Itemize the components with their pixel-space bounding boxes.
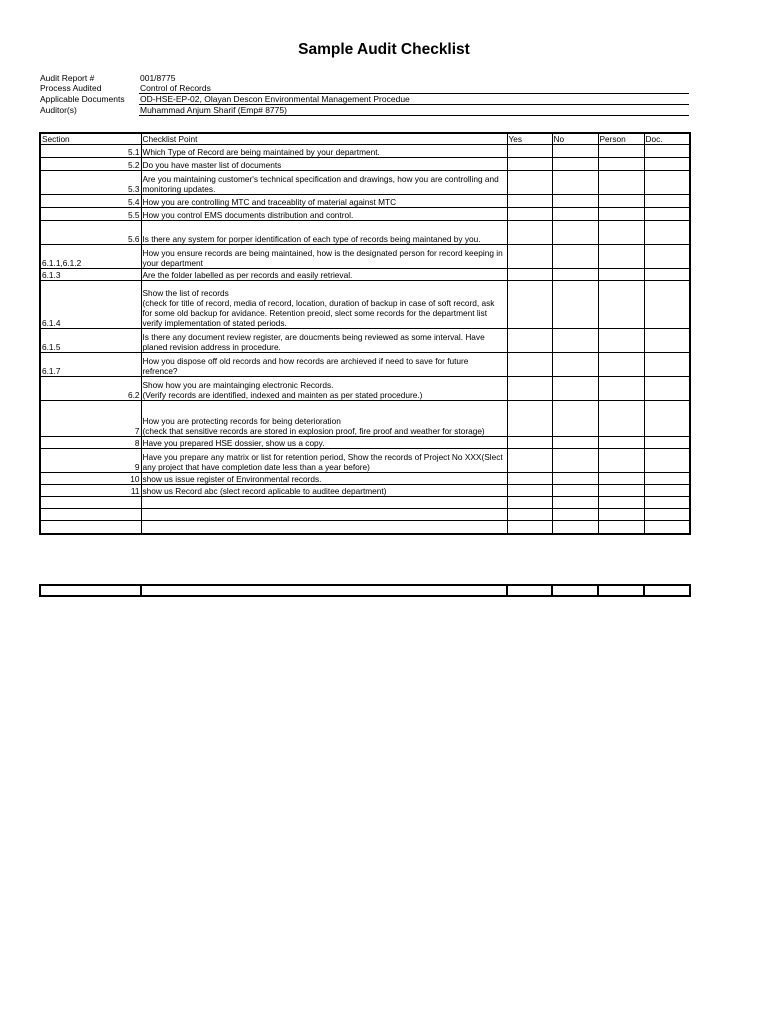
yes-cell[interactable]: [507, 171, 552, 195]
section-cell: 5.1: [40, 145, 141, 158]
no-cell[interactable]: [552, 158, 598, 171]
doc-cell[interactable]: [644, 377, 690, 401]
doc-cell[interactable]: [644, 269, 690, 281]
doc-cell[interactable]: [644, 329, 690, 353]
section-cell: 5.5: [40, 208, 141, 221]
section-cell: 5.2: [40, 158, 141, 171]
doc-cell[interactable]: [644, 208, 690, 221]
table-row: [40, 509, 690, 521]
audit-info: [39, 73, 689, 116]
audit-info-value: 001/8775: [140, 73, 176, 83]
doc-cell[interactable]: [644, 437, 690, 449]
doc-cell[interactable]: [644, 221, 690, 245]
checklist-table: [39, 132, 691, 535]
yes-cell[interactable]: [507, 377, 552, 401]
person-cell[interactable]: [598, 145, 644, 158]
no-cell[interactable]: [552, 473, 598, 485]
checklist-point-cell: show us Record abc (slect record aplicable to auditee department): [141, 485, 507, 497]
checklist-point-cell: [141, 509, 507, 521]
yes-cell[interactable]: [507, 485, 552, 497]
section-cell: 10: [40, 473, 141, 485]
no-cell[interactable]: [552, 449, 598, 473]
table-row: [40, 485, 690, 497]
doc-cell[interactable]: [644, 245, 690, 269]
section-cell: 6.1.5: [40, 329, 141, 353]
table-row: [40, 281, 690, 329]
column-header: Doc.: [644, 133, 690, 145]
table-row: [40, 269, 690, 281]
section-cell: 6.1.4: [40, 281, 141, 329]
yes-cell[interactable]: [507, 401, 552, 437]
no-cell[interactable]: [552, 497, 598, 509]
table-row: [40, 521, 690, 535]
audit-info-label: Audit Report #: [40, 73, 95, 83]
yes-cell[interactable]: [507, 245, 552, 269]
person-cell[interactable]: [598, 245, 644, 269]
section-cell: 7: [40, 401, 141, 437]
table-row: [40, 449, 690, 473]
column-header: Yes: [507, 133, 552, 145]
checklist-point-cell: Do you have master list of documents: [141, 158, 507, 171]
doc-cell[interactable]: [644, 158, 690, 171]
doc-cell[interactable]: [644, 473, 690, 485]
doc-cell[interactable]: [644, 449, 690, 473]
person-cell[interactable]: [598, 353, 644, 377]
audit-info-label: Auditor(s): [40, 105, 77, 115]
section-cell: 6.1.7: [40, 353, 141, 377]
yes-cell[interactable]: [507, 521, 552, 535]
no-cell[interactable]: [552, 171, 598, 195]
table-row: [40, 245, 690, 269]
page-title: Sample Audit Checklist: [298, 41, 470, 58]
person-cell[interactable]: [598, 329, 644, 353]
table-row: [40, 158, 690, 171]
no-cell[interactable]: [552, 509, 598, 521]
no-cell[interactable]: [552, 353, 598, 377]
no-cell[interactable]: [552, 521, 598, 535]
section-cell: 9: [40, 449, 141, 473]
table-row: [40, 353, 690, 377]
table-row: [40, 497, 690, 509]
section-cell: 8: [40, 437, 141, 449]
table-row: [40, 473, 690, 485]
doc-cell[interactable]: [644, 497, 690, 509]
no-cell[interactable]: [552, 195, 598, 208]
person-cell[interactable]: [598, 497, 644, 509]
checklist-point-cell: Are the folder labelled as per records and easily retrieval.: [141, 269, 507, 281]
no-cell[interactable]: [552, 221, 598, 245]
section-cell: 11: [40, 485, 141, 497]
audit-info-row: [39, 105, 689, 116]
checklist-point-cell: show us issue register of Environmental records.: [141, 473, 507, 485]
blank-row-table: [39, 584, 691, 597]
person-cell[interactable]: [598, 437, 644, 449]
doc-cell[interactable]: [644, 401, 690, 437]
doc-cell[interactable]: [644, 485, 690, 497]
table-row: [40, 208, 690, 221]
person-cell[interactable]: [598, 449, 644, 473]
doc-cell[interactable]: [644, 509, 690, 521]
yes-cell[interactable]: [507, 473, 552, 485]
yes-cell[interactable]: [507, 329, 552, 353]
section-cell: 6.1.3: [40, 269, 141, 281]
yes-cell[interactable]: [507, 158, 552, 171]
checklist-point-cell: Show how you are maintainging electronic Records. (Verify records are identified, indexed and mainten as per stated procedure.): [141, 377, 507, 401]
checklist-point-cell: How you control EMS documents distribution and control.: [141, 208, 507, 221]
person-cell[interactable]: [598, 171, 644, 195]
checklist-point-cell: How you dispose off old records and how records are archieved if need to save for future refrence?: [141, 353, 507, 377]
checklist-point-cell: Which Type of Record are being maintained by your department.: [141, 145, 507, 158]
table-row: [40, 195, 690, 208]
checklist-point-cell: [141, 497, 507, 509]
doc-cell[interactable]: [644, 281, 690, 329]
yes-cell[interactable]: [507, 195, 552, 208]
yes-cell[interactable]: [507, 509, 552, 521]
column-header: Checklist Point: [141, 133, 507, 145]
no-cell[interactable]: [552, 329, 598, 353]
checklist-point-cell: Is there any document review register, are doucments being reviewed as some interval. Have planed revision address in procedure.: [141, 329, 507, 353]
doc-cell[interactable]: [644, 521, 690, 535]
section-cell: 6.1.1,6.1.2: [40, 245, 141, 269]
person-cell[interactable]: [598, 269, 644, 281]
person-cell[interactable]: [598, 195, 644, 208]
column-header: Section: [40, 133, 141, 145]
checklist-point-cell: Are you maintaining customer's technical specification and drawings, how you are controlling and monitoring updates.: [141, 171, 507, 195]
checklist-point-cell: How you are protecting records for being deterioration (check that sensitive records are stored in explosion proof, fire proof and weather for storage): [141, 401, 507, 437]
no-cell[interactable]: [552, 401, 598, 437]
checklist-point-cell: How you are controlling MTC and traceablity of material against MTC: [141, 195, 507, 208]
person-cell[interactable]: [598, 509, 644, 521]
yes-cell[interactable]: [507, 437, 552, 449]
blank-row: [40, 585, 690, 596]
table-row: [40, 171, 690, 195]
person-cell[interactable]: [598, 208, 644, 221]
checklist-point-cell: [141, 521, 507, 535]
doc-cell[interactable]: [644, 353, 690, 377]
audit-info-value: Muhammad Anjum Sharif (Emp# 8775): [139, 105, 689, 116]
column-header: Person: [598, 133, 644, 145]
person-cell[interactable]: [598, 377, 644, 401]
section-cell: 5.6: [40, 221, 141, 245]
section-cell: 5.4: [40, 195, 141, 208]
column-header: No: [552, 133, 598, 145]
section-cell: [40, 509, 141, 521]
yes-cell[interactable]: [507, 269, 552, 281]
no-cell[interactable]: [552, 208, 598, 221]
table-row: [40, 145, 690, 158]
table-row: [40, 221, 690, 245]
person-cell[interactable]: [598, 401, 644, 437]
checklist-point-cell: How you ensure records are being maintained, how is the designated person for record keeping in your department: [141, 245, 507, 269]
person-cell[interactable]: [598, 221, 644, 245]
no-cell[interactable]: [552, 377, 598, 401]
no-cell[interactable]: [552, 145, 598, 158]
person-cell[interactable]: [598, 281, 644, 329]
checklist-point-cell: Is there any system for porper identification of each type of records being maintaned by you.: [141, 221, 507, 245]
no-cell[interactable]: [552, 281, 598, 329]
table-row: [40, 329, 690, 353]
no-cell[interactable]: [552, 485, 598, 497]
table-row: [40, 437, 690, 449]
yes-cell[interactable]: [507, 281, 552, 329]
section-cell: 6.2: [40, 377, 141, 401]
table-header: [40, 133, 690, 145]
no-cell[interactable]: [552, 437, 598, 449]
section-cell: 5.3: [40, 171, 141, 195]
audit-info-row: [39, 94, 689, 105]
yes-cell[interactable]: [507, 221, 552, 245]
doc-cell[interactable]: [644, 171, 690, 195]
checklist-point-cell: Show the list of records (check for title of record, media of record, location, duration of backup in case of soft record, ask for some old backup for avidance. Retention preoid, slect some records for the department list verify implementation of stated periods.: [141, 281, 507, 329]
no-cell[interactable]: [552, 269, 598, 281]
person-cell[interactable]: [598, 473, 644, 485]
checklist-point-cell: Have you prepared HSE dossier, show us a copy.: [141, 437, 507, 449]
audit-info-label: Applicable Documents: [40, 94, 125, 104]
doc-cell[interactable]: [644, 145, 690, 158]
yes-cell[interactable]: [507, 449, 552, 473]
table-row: [40, 401, 690, 437]
yes-cell[interactable]: [507, 353, 552, 377]
audit-info-value: OD-HSE-EP-02, Olayan Descon Environmental Management Procedue: [139, 94, 689, 105]
no-cell[interactable]: [552, 245, 598, 269]
section-cell: [40, 497, 141, 509]
person-cell[interactable]: [598, 485, 644, 497]
audit-info-value: Control of Records: [139, 83, 689, 94]
audit-info-row: [39, 73, 689, 83]
doc-cell[interactable]: [644, 195, 690, 208]
audit-info-row: [39, 83, 689, 94]
table-row: [40, 377, 690, 401]
yes-cell[interactable]: [507, 145, 552, 158]
yes-cell[interactable]: [507, 208, 552, 221]
yes-cell[interactable]: [507, 497, 552, 509]
checklist-point-cell: Have you prepare any matrix or list for retention period, Show the records of Project No XXX(Slect any project that have completion date less than a year before): [141, 449, 507, 473]
person-cell[interactable]: [598, 158, 644, 171]
person-cell[interactable]: [598, 521, 644, 535]
audit-info-label: Process Audited: [40, 83, 102, 94]
section-cell: [40, 521, 141, 535]
